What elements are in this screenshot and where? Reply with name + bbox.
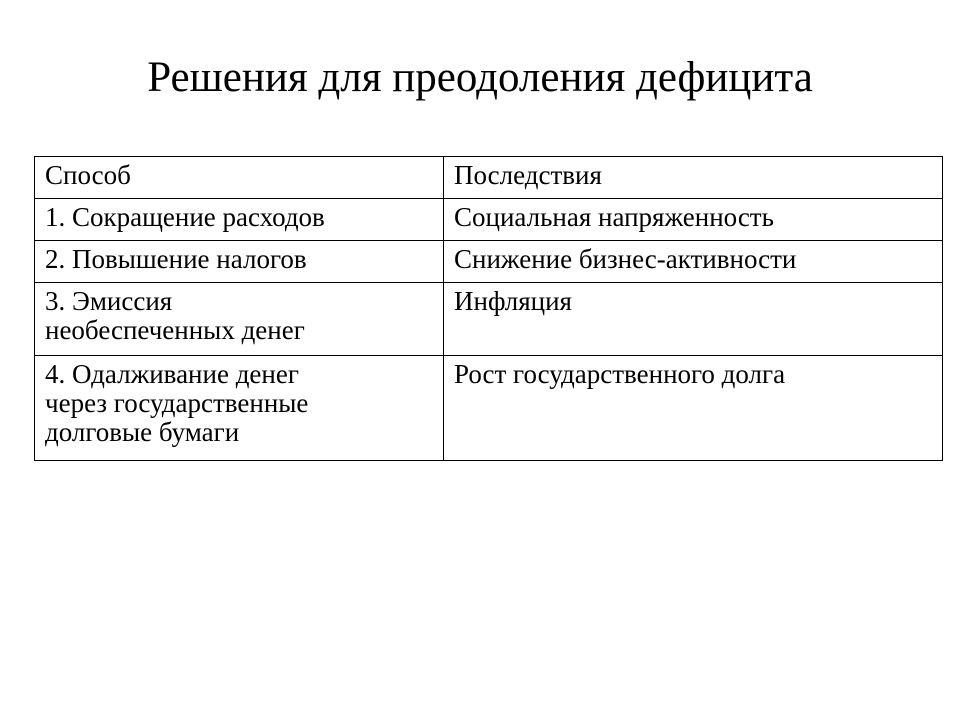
table-row xyxy=(35,283,943,356)
column-header-method: Способ xyxy=(35,157,444,199)
table-cell-method: 4. Одалживание денег через государственные долговые бумаги xyxy=(35,356,444,461)
table-row xyxy=(35,199,943,241)
table-cell-consequence: Социальная напряженность xyxy=(444,199,943,241)
table-cell-method: 1. Сокращение расходов xyxy=(35,199,444,241)
deficit-solutions-table xyxy=(34,156,943,461)
slide-title: Решения для преодоления дефицита xyxy=(147,54,813,101)
table-cell-consequence: Инфляция xyxy=(444,283,943,356)
table-row xyxy=(35,241,943,283)
table-row xyxy=(35,356,943,461)
column-header-consequences: Последствия xyxy=(444,157,943,199)
table-cell-consequence: Рост государственного долга xyxy=(444,356,943,461)
table-cell-consequence: Снижение бизнес-активности xyxy=(444,241,943,283)
table-header-row xyxy=(35,157,943,199)
table-cell-method: 2. Повышение налогов xyxy=(35,241,444,283)
table-cell-method: 3. Эмиссия необеспеченных денег xyxy=(35,283,444,356)
